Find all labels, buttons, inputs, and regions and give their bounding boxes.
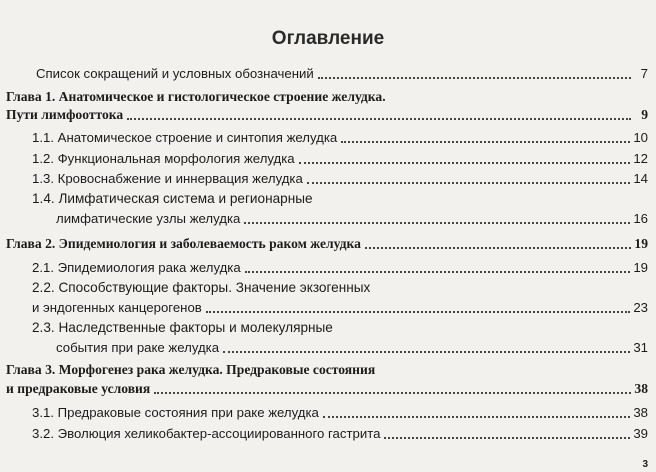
toc-entry-text: 2.1. Эпидемиология рака желудка (32, 260, 241, 275)
toc-entry-1-3 (32, 170, 648, 187)
toc-entry-2-3-line1: 2.3. Наследственные факторы и молекулярные (32, 320, 333, 335)
toc-entry-text: 1.3. Кровоснабжение и иннервация желудка (32, 171, 303, 186)
dot-leader (323, 416, 630, 418)
toc-entry-2-3 (56, 339, 648, 356)
toc-entry-text: лимфатические узлы желудка (56, 211, 241, 226)
dot-leader (223, 351, 630, 353)
page-corner-number: 3 (642, 459, 648, 470)
chapter-2-title: Глава 2. Эпидемиология и заболеваемость раком желудка (6, 236, 361, 251)
toc-page-number: 39 (633, 426, 648, 441)
toc-entry-text: Список сокращений и условных обозначений (36, 66, 314, 81)
toc-entry-3-2 (32, 425, 648, 442)
toc-title: Оглавление (271, 28, 385, 49)
toc-entry-abbreviations (36, 65, 648, 82)
dot-leader (245, 271, 631, 273)
toc-page-number: 38 (633, 405, 648, 420)
dot-leader (341, 141, 630, 143)
toc-entry-text: 3.2. Эволюция хеликобактер-ассоциированного гастрита (32, 426, 381, 441)
toc-entry-2-2-line1: 2.2. Способствующие факторы. Значение экзогенных (32, 280, 371, 295)
dot-leader (318, 77, 631, 79)
toc-entry-text: и эндогенных канцерогенов (32, 300, 202, 315)
toc-page-number: 38 (634, 381, 648, 396)
toc-page-number: 12 (633, 151, 648, 166)
toc-entry-chapter-2 (6, 235, 648, 252)
toc-entry-1-4-line1: 1.4. Лимфатическая система и регионарные (32, 191, 313, 206)
toc-entry-chapter-3 (6, 380, 648, 397)
dot-leader (365, 247, 631, 249)
toc-entry-chapter-1 (6, 106, 648, 123)
chapter-3-title: Глава 3. Морфогенез рака желудка. Предраковые состояния (6, 362, 376, 377)
toc-entry-text: события при раке желудка (56, 340, 220, 355)
toc-page-number: 10 (633, 130, 648, 145)
toc-page-number: 23 (633, 300, 648, 315)
toc-entry-text: 1.2. Функциональная морфология желудка (32, 151, 295, 166)
toc-entry-3-1 (32, 404, 648, 421)
dot-leader (206, 311, 631, 313)
chapter-1-title: Глава 1. Анатомическое и гистологическое строение желудка. (6, 89, 386, 104)
dot-leader (244, 222, 630, 224)
toc-page-number: 7 (640, 66, 648, 81)
dot-leader (307, 182, 631, 184)
toc-page-number: 16 (633, 211, 648, 226)
toc-entry-1-1 (32, 129, 648, 146)
dot-leader (299, 162, 631, 164)
chapter-3-title-cont: и предраковые условия (6, 381, 151, 396)
toc-entry-2-2 (32, 299, 648, 316)
dot-leader (384, 437, 630, 439)
toc-page-number: 31 (633, 340, 648, 355)
toc-page-number: 9 (641, 107, 648, 122)
toc-entry-1-2 (32, 150, 648, 167)
dot-leader (127, 118, 631, 120)
toc-entry-text: 1.1. Анатомическое строение и синтопия желудка (32, 130, 338, 145)
dot-leader (154, 392, 631, 394)
toc-entry-text: 3.1. Предраковые состояния при раке желудка (32, 405, 319, 420)
toc-page-number: 19 (634, 236, 648, 251)
toc-page-number: 19 (633, 260, 648, 275)
chapter-1-title-cont: Пути лимфооттока (6, 107, 124, 122)
toc-entry-2-1 (32, 259, 648, 276)
toc-entry-1-4 (56, 210, 648, 227)
toc-page-number: 14 (633, 171, 648, 186)
